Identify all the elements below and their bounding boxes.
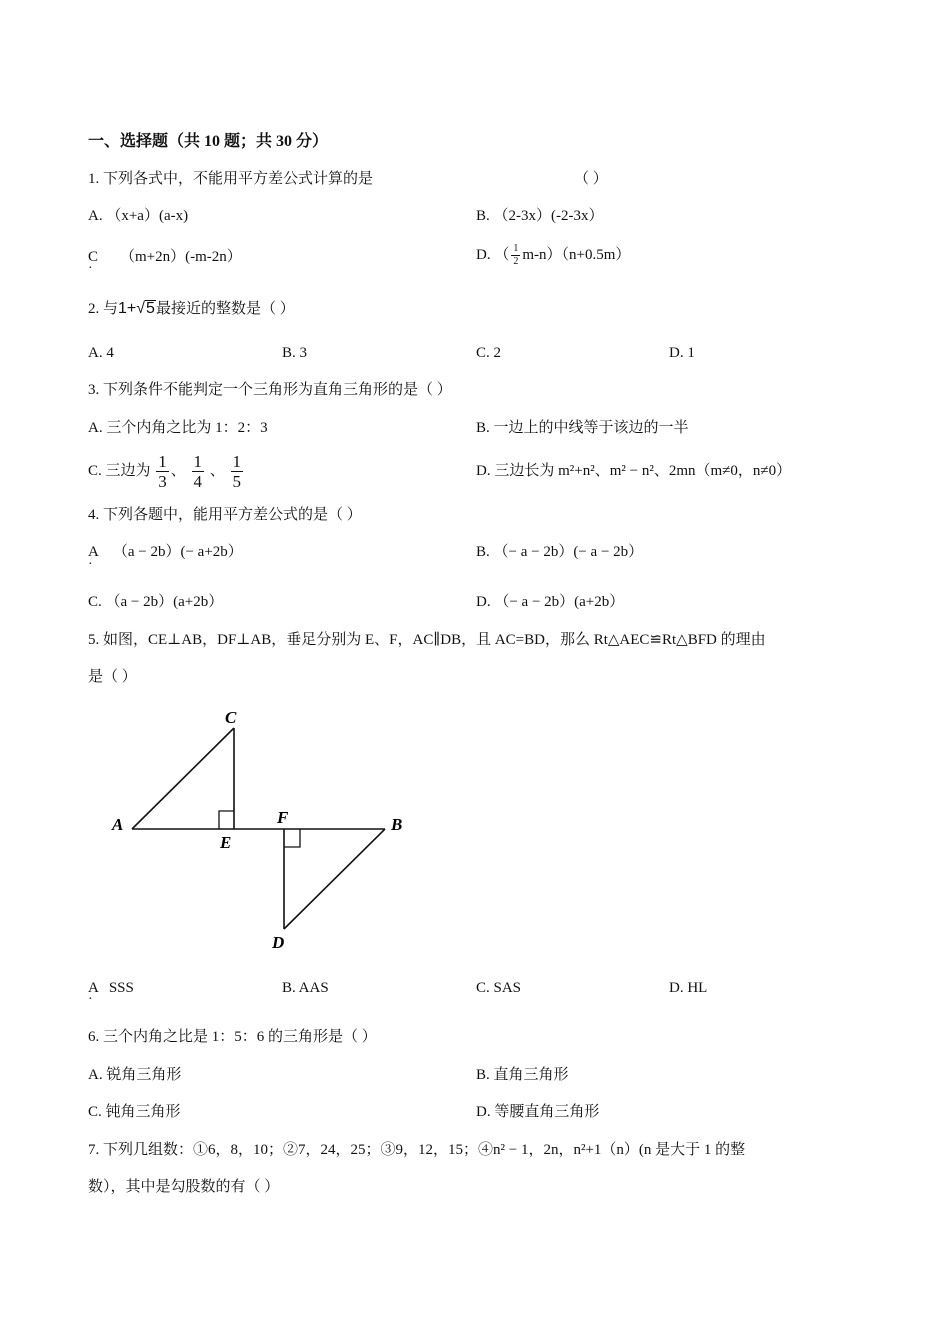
q1-d-fraction: $\frac{1}{2}$ (513, 243, 519, 267)
q5-a-dot: · (88, 992, 93, 1007)
label-a: A (112, 815, 124, 834)
q6-option-b[interactable]: B. 直角三角形 (476, 1067, 569, 1083)
q1-option-a[interactable]: A. （x+a）(a-x) (88, 208, 189, 224)
q7-stem-line1: 7. 下列几组数：①6，8，10；②7，24，25；③9，12，15；④n² − 1，2n，n²+1（n）(n 是大于 1 的整 (88, 1142, 746, 1158)
q1-answer-paren: （ ） (574, 171, 608, 187)
label-f: F (277, 808, 289, 827)
q5-option-a-text: SSS (108, 980, 134, 996)
q6-option-c[interactable]: C. 钝角三角形 (88, 1104, 181, 1120)
q1-c-dot: · (88, 261, 93, 276)
q5-figure (100, 700, 430, 960)
label-b: B (391, 815, 403, 834)
right-angle-mark-f (284, 829, 300, 847)
q5-option-a[interactable] (88, 978, 134, 998)
q4-a-dot: · (88, 557, 93, 572)
q2-option-b[interactable]: B. 3 (282, 345, 308, 361)
q3-c-fraction-1: $\frac{1}{3}$ (158, 452, 167, 492)
q5-option-c[interactable]: C. SAS (476, 980, 522, 996)
q5-option-b[interactable]: B. AAS (282, 980, 329, 996)
label-c: C (225, 708, 237, 727)
q3-option-c[interactable] (88, 450, 245, 492)
label-d: D (272, 933, 285, 952)
q4-option-a[interactable] (88, 542, 243, 562)
q2-option-d[interactable]: D. 1 (669, 345, 695, 361)
q4-option-a-label: A (88, 544, 99, 560)
q3-option-d[interactable]: D. 三边长为 m²+n²、m² − n²、2mn（m≠0，n≠0） (476, 463, 792, 479)
segment-bd (284, 829, 385, 929)
q1-option-c[interactable] (88, 247, 242, 267)
q3-stem: 3. 下列条件不能判定一个三角形为直角三角形的是（ ） (88, 382, 452, 398)
q6-option-a[interactable]: A. 锐角三角形 (88, 1067, 182, 1083)
q2-suffix: 最接近的整数是（ ） (155, 301, 295, 317)
q4-option-b[interactable]: B. （− a − 2b）(− a − 2b） (476, 544, 644, 560)
q1-option-b[interactable]: B. （2-3x）(-2-3x） (476, 208, 604, 224)
q2-prefix: 2. 与 (88, 301, 119, 317)
q4-option-c[interactable]: C. （a − 2b）(a+2b） (88, 594, 224, 610)
q2-stem (88, 299, 295, 319)
q7-stem-line2: 数），其中是勾股数的有（ ） (88, 1179, 280, 1195)
q1-stem: 1. 下列各式中，不能用平方差公式计算的是 (88, 171, 374, 187)
q5-option-d[interactable]: D. HL (669, 980, 708, 996)
q3-c-sep-1: 、 (170, 463, 186, 479)
q2-option-a[interactable]: A. 4 (88, 345, 114, 361)
q6-stem: 6. 三个内角之比是 1：5：6 的三角形是（ ） (88, 1029, 377, 1045)
q2-option-c[interactable]: C. 2 (476, 345, 502, 361)
section-title: 一、选择题（共 10 题；共 30 分） (88, 133, 329, 150)
q3-c-sep-2: 、 (209, 463, 225, 479)
q3-option-b[interactable]: B. 一边上的中线等于该边的一半 (476, 420, 689, 436)
q1-option-d[interactable] (476, 244, 630, 267)
q1-option-c-text: （m+2n）(-m-2n） (120, 249, 242, 265)
q3-option-a[interactable]: A. 三个内角之比为 1：2：3 (88, 420, 268, 436)
q5-option-a-label: A (88, 980, 99, 996)
q3-option-c-prefix: C. 三边为 (88, 463, 151, 479)
label-e: E (220, 833, 232, 852)
q3-c-fraction-2: $\frac{1}{4}$ (193, 452, 203, 492)
right-angle-mark-e (219, 811, 234, 829)
q5-stem-line1: 5. 如图，CE⊥AB，DF⊥AB，垂足分别为 E、F，AC∥DB，且 AC=BD，那么 Rt△AEC≌Rt△BFD 的理由 (88, 632, 766, 648)
q5-stem-line2: 是（ ） (88, 669, 137, 685)
q4-stem: 4. 下列各题中，能用平方差公式的是（ ） (88, 507, 362, 523)
q4-option-a-text: （a − 2b）(− a+2b） (112, 544, 243, 560)
q1-option-d-prefix: D. （ (476, 246, 510, 263)
q3-c-fraction-3: $\frac{1}{5}$ (232, 452, 242, 492)
q1-option-d-suffix: m-n）（n+0.5m） (522, 246, 631, 263)
q2-expression: 1+√5 (118, 300, 155, 317)
q6-option-d[interactable]: D. 等腰直角三角形 (476, 1104, 600, 1120)
q1-option-c-label: C (88, 249, 99, 265)
q4-option-d[interactable]: D. （− a − 2b）(a+2b） (476, 594, 625, 610)
